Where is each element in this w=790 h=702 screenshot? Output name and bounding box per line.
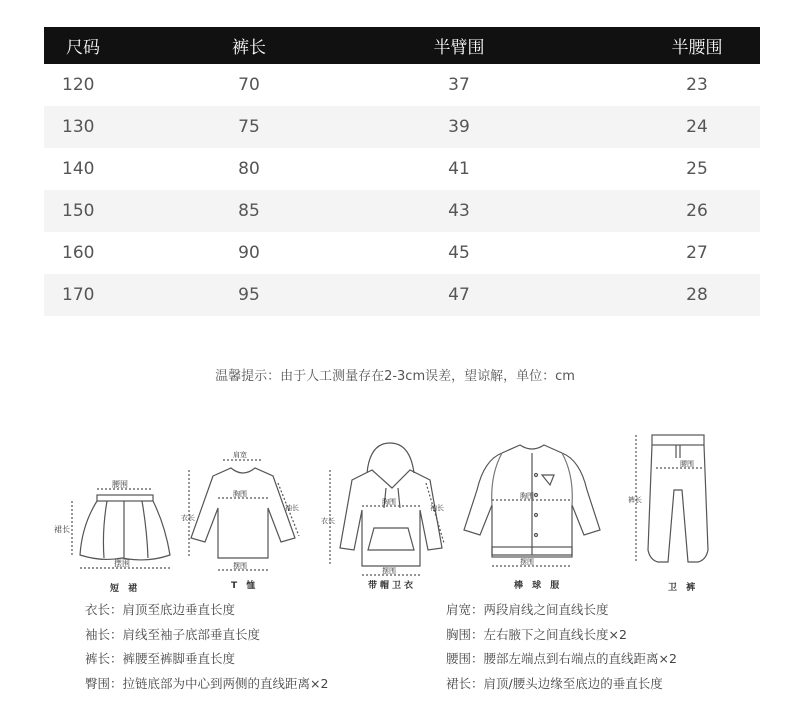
skirt-diagram bbox=[52, 440, 170, 594]
cell-half-arm: 47 bbox=[448, 285, 470, 305]
cell-half-arm: 37 bbox=[448, 75, 470, 95]
definitions-right bbox=[446, 598, 677, 696]
cell-size: 140 bbox=[62, 159, 95, 179]
cell-half-waist: 24 bbox=[686, 117, 708, 137]
definition-term: 臀围： bbox=[85, 675, 123, 691]
label-chest: 胸围 bbox=[520, 492, 534, 500]
hoodie-diagram bbox=[321, 438, 447, 591]
definition-term: 袖长： bbox=[85, 626, 123, 642]
definition-desc: 肩顶/腰头边缘至底边的垂直长度 bbox=[483, 675, 663, 691]
definition-item bbox=[446, 623, 677, 648]
table-row bbox=[44, 232, 760, 274]
label-waist: 腰围 bbox=[112, 480, 128, 489]
label-hem: 摆围 bbox=[520, 558, 534, 566]
label-sleeve: 袖长 bbox=[285, 504, 299, 512]
definitions-left bbox=[85, 598, 328, 696]
table-row bbox=[44, 148, 760, 190]
definition-item bbox=[446, 672, 677, 697]
cell-size: 170 bbox=[62, 285, 95, 305]
cell-half-waist: 25 bbox=[686, 159, 708, 179]
definition-term: 裙长： bbox=[446, 675, 484, 691]
caption-sweatpants: 卫 裤 bbox=[668, 583, 699, 593]
label-chest: 胸围 bbox=[382, 498, 396, 506]
cell-pants-length: 90 bbox=[238, 243, 260, 263]
size-table bbox=[44, 27, 760, 316]
label-sleeve: 袖长 bbox=[430, 504, 444, 512]
cell-size: 160 bbox=[62, 243, 95, 263]
label-shoulder: 肩宽 bbox=[233, 451, 247, 459]
label-hem: 摆围 bbox=[382, 567, 396, 575]
cell-half-arm: 43 bbox=[448, 201, 470, 221]
definition-desc: 肩线至袖子底部垂直长度 bbox=[122, 626, 261, 642]
definition-term: 肩宽： bbox=[446, 602, 484, 617]
cell-pants-length: 95 bbox=[238, 285, 260, 305]
label-length: 衣长 bbox=[321, 517, 335, 525]
caption-hoodie: 带帽卫衣 bbox=[368, 581, 417, 591]
table-row bbox=[44, 64, 760, 106]
definition-desc: 两段肩线之间直线长度 bbox=[483, 602, 609, 617]
definition-item bbox=[446, 598, 677, 623]
cell-size: 130 bbox=[62, 117, 95, 137]
label-skirt-length: 裙长 bbox=[54, 525, 70, 534]
table-row bbox=[44, 274, 760, 316]
label-pants-length: 裤长 bbox=[628, 496, 642, 504]
label-hem: 摆围 bbox=[114, 559, 130, 568]
cell-size: 150 bbox=[62, 201, 95, 221]
cell-pants-length: 70 bbox=[238, 75, 260, 95]
header-half-arm: 半臂围 bbox=[433, 38, 485, 58]
definition-item bbox=[85, 623, 328, 648]
definition-item bbox=[446, 647, 677, 672]
caption-baseball-jacket: 棒 球 服 bbox=[514, 581, 563, 591]
cell-half-arm: 45 bbox=[448, 243, 470, 263]
tshirt-diagram bbox=[181, 438, 303, 591]
cell-half-arm: 39 bbox=[448, 117, 470, 137]
caption-tshirt: T 恤 bbox=[231, 581, 259, 591]
cell-pants-length: 75 bbox=[238, 117, 260, 137]
definition-term: 裤长： bbox=[85, 651, 123, 666]
label-length: 衣长 bbox=[181, 514, 195, 522]
caption-skirt: 短 裙 bbox=[110, 584, 141, 594]
definition-desc: 裤腰至裤脚垂直长度 bbox=[122, 651, 236, 666]
baseball-jacket-diagram bbox=[462, 435, 602, 590]
sweatpants-diagram bbox=[622, 430, 722, 593]
definition-term: 胸围： bbox=[446, 626, 484, 642]
table-row bbox=[44, 106, 760, 148]
table-row bbox=[44, 190, 760, 232]
label-hem: 摆围 bbox=[233, 562, 247, 570]
definition-desc: 左右腋下之间直线长度×2 bbox=[483, 626, 627, 642]
label-waist: 腰围 bbox=[680, 460, 694, 468]
size-table-header bbox=[44, 27, 760, 64]
cell-half-waist: 28 bbox=[686, 285, 708, 305]
definition-item bbox=[85, 647, 328, 672]
label-chest: 胸围 bbox=[233, 490, 247, 498]
header-half-waist: 半腰围 bbox=[671, 38, 723, 58]
cell-pants-length: 80 bbox=[238, 159, 260, 179]
definition-item bbox=[85, 672, 328, 697]
cell-pants-length: 85 bbox=[238, 201, 260, 221]
definition-desc: 拉链底部为中心到两侧的直线距离×2 bbox=[122, 675, 329, 691]
cell-half-arm: 41 bbox=[448, 159, 470, 179]
definition-term: 衣长： bbox=[85, 602, 123, 617]
cell-half-waist: 26 bbox=[686, 201, 708, 221]
definition-term: 腰围： bbox=[446, 651, 484, 666]
definition-desc: 肩顶至底边垂直长度 bbox=[122, 602, 236, 617]
definition-item bbox=[85, 598, 328, 623]
measurement-note: 温馨提示：由于人工测量存在2-3cm误差，望谅解，单位：cm bbox=[215, 369, 575, 384]
cell-half-waist: 27 bbox=[686, 243, 708, 263]
cell-size: 120 bbox=[62, 75, 95, 95]
header-size: 尺码 bbox=[66, 38, 100, 58]
garment-diagrams bbox=[0, 420, 790, 594]
cell-half-waist: 23 bbox=[686, 75, 708, 95]
header-pants-length: 裤长 bbox=[232, 38, 266, 58]
definition-desc: 腰部左端点到右端点的直线距离×2 bbox=[483, 651, 677, 666]
